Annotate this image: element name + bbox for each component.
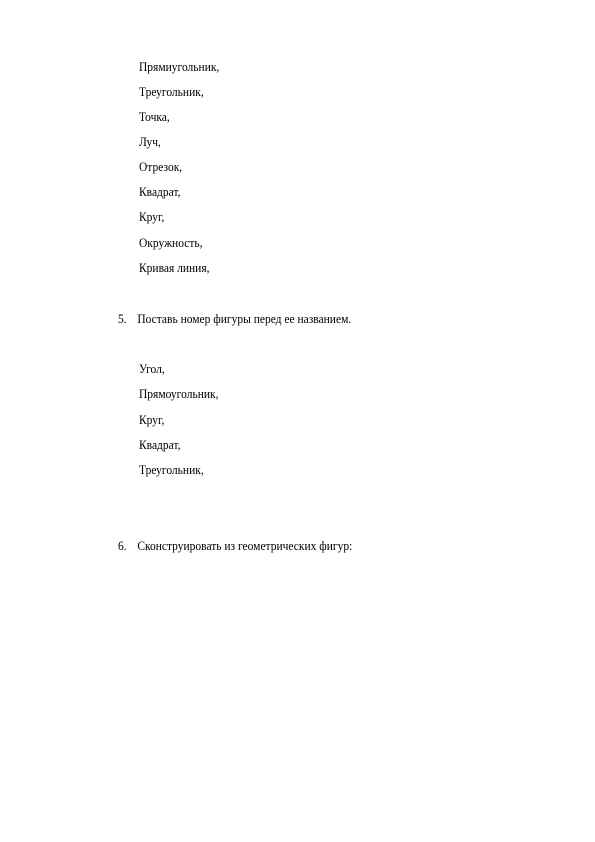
list-a-item: Луч, bbox=[139, 135, 161, 149]
list-a-item: Квадрат, bbox=[139, 185, 181, 199]
task-5-text: Поставь номер фигуры перед ее названием. bbox=[137, 312, 352, 326]
list-a-item: Кривая линия, bbox=[139, 261, 210, 275]
list-b-item: Круг, bbox=[139, 413, 165, 427]
list-a-item: Отрезок, bbox=[139, 160, 183, 174]
list-b-item: Треугольник, bbox=[139, 463, 204, 477]
list-b-item: Прямоугольник, bbox=[139, 387, 219, 401]
task-6-text: Сконструировать из геометрических фигур: bbox=[137, 539, 353, 553]
list-a-item: Точка, bbox=[139, 110, 170, 124]
list-a-item: Круг, bbox=[139, 210, 165, 224]
task-5-number: 5. bbox=[118, 312, 127, 326]
task-5 bbox=[118, 312, 351, 326]
list-b-item: Квадрат, bbox=[139, 438, 181, 452]
list-a-item: Треугольник, bbox=[139, 85, 204, 99]
task-6 bbox=[118, 539, 352, 553]
list-b-item: Угол, bbox=[139, 362, 165, 376]
task-6-number: 6. bbox=[118, 539, 127, 553]
list-a-item: Окружность, bbox=[139, 236, 203, 250]
list-a-item: Прямиугольник, bbox=[139, 60, 220, 74]
